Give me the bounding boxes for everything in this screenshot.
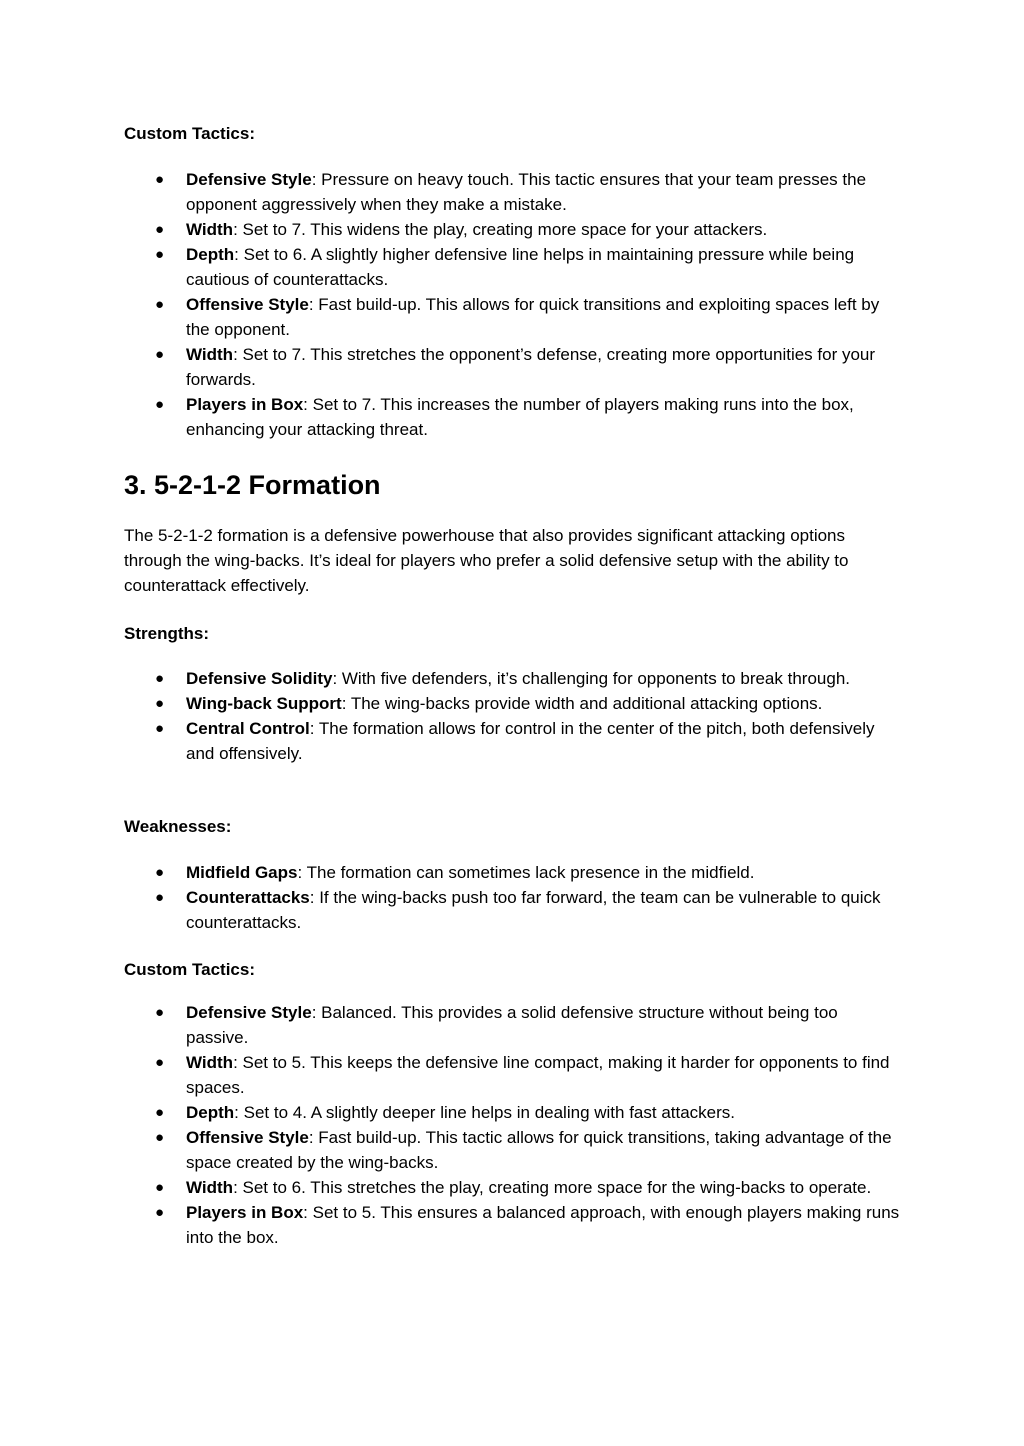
bullet-icon: ● <box>155 246 165 263</box>
bullet-icon: ● <box>155 171 165 188</box>
item-term: Players in Box <box>186 395 304 414</box>
list-item <box>124 1125 904 1175</box>
bullet-icon: ● <box>155 720 165 737</box>
bullet-icon: ● <box>155 864 165 881</box>
item-text: : Set to 6. A slightly higher defensive line helps in maintaining pressure while being cautious of counterattacks. <box>186 245 855 289</box>
bullet-icon: ● <box>155 296 165 313</box>
weaknesses-list <box>124 860 904 935</box>
item-text: : Pressure on heavy touch. This tactic ensures that your team presses the opponent aggressively when they make a mistake. <box>186 170 867 214</box>
item-term: Width <box>186 345 234 364</box>
item-text: : Set to 5. This keeps the defensive line compact, making it harder for opponents to find spaces. <box>186 1053 890 1097</box>
item-term: Central Control <box>186 719 310 738</box>
strengths-list <box>124 666 904 766</box>
custom-tactics-heading: Custom Tactics: <box>124 960 255 979</box>
item-text: : Fast build-up. This allows for quick transitions and exploiting spaces left by the opponent. <box>186 295 880 339</box>
item-text: : If the wing-backs push too far forward, the team can be vulnerable to quick counterattacks. <box>186 888 881 932</box>
list-item <box>124 860 904 885</box>
list-item <box>124 666 904 691</box>
item-term: Width <box>186 1178 234 1197</box>
bullet-icon: ● <box>155 1204 165 1221</box>
custom-tactics-heading: Custom Tactics: <box>124 124 255 143</box>
strengths-heading: Strengths: <box>124 624 209 643</box>
item-term: Midfield Gaps <box>186 863 298 882</box>
intro-paragraph: The 5-2-1-2 formation is a defensive powerhouse that also provides significant attacking options through the wing-backs. It’s ideal for players who prefer a solid defensive setup with the ability to counterattack effectively. <box>124 526 849 595</box>
bullet-icon: ● <box>155 1004 165 1021</box>
list-item <box>124 342 904 392</box>
item-text: : Fast build-up. This tactic allows for quick transitions, taking advantage of the space created by the wing-backs. <box>186 1128 892 1172</box>
item-text: : With five defenders, it’s challenging for opponents to break through. <box>332 669 850 688</box>
list-item <box>124 1000 904 1050</box>
item-term: Width <box>186 1053 234 1072</box>
list-item <box>124 1100 904 1125</box>
list-item <box>124 217 904 242</box>
list-item <box>124 392 904 442</box>
list-item <box>124 292 904 342</box>
item-term: Players in Box <box>186 1203 304 1222</box>
bullet-icon: ● <box>155 1179 165 1196</box>
bullet-icon: ● <box>155 346 165 363</box>
item-term: Counterattacks <box>186 888 310 907</box>
custom-tactics-list <box>124 167 904 442</box>
list-item <box>124 242 904 292</box>
list-item <box>124 885 904 935</box>
bullet-icon: ● <box>155 1054 165 1071</box>
list-item <box>124 1200 904 1250</box>
item-text: : The wing-backs provide width and additional attacking options. <box>341 694 823 713</box>
item-text: : Set to 7. This increases the number of players making runs into the box, enhancing your attacking threat. <box>186 395 854 439</box>
list-item <box>124 691 904 716</box>
item-term: Defensive Style <box>186 170 312 189</box>
item-term: Defensive Style <box>186 1003 312 1022</box>
bullet-icon: ● <box>155 1129 165 1146</box>
item-text: : Set to 5. This ensures a balanced approach, with enough players making runs into the box. <box>186 1203 900 1247</box>
bullet-icon: ● <box>155 889 165 906</box>
item-term: Offensive Style <box>186 1128 309 1147</box>
item-text: : The formation allows for control in the center of the pitch, both defensively and offensively. <box>186 719 875 763</box>
item-text: : Set to 7. This widens the play, creating more space for your attackers. <box>233 220 768 239</box>
list-item <box>124 716 904 766</box>
item-term: Wing-back Support <box>186 694 342 713</box>
item-term: Defensive Solidity <box>186 669 333 688</box>
item-text: : Set to 4. A slightly deeper line helps in dealing with fast attackers. <box>234 1103 736 1122</box>
item-text: : Set to 7. This stretches the opponent’s defense, creating more opportunities for your forwards. <box>186 345 876 389</box>
list-item <box>124 167 904 217</box>
item-term: Width <box>186 220 234 239</box>
bullet-icon: ● <box>155 670 165 687</box>
list-item <box>124 1050 904 1100</box>
item-text: : Balanced. This provides a solid defensive structure without being too passive. <box>186 1003 838 1047</box>
section-title: 3. 5-2-1-2 Formation <box>124 470 381 500</box>
custom-tactics-list <box>124 1000 904 1250</box>
item-term: Depth <box>186 245 235 264</box>
item-text: : The formation can sometimes lack presence in the midfield. <box>297 863 755 882</box>
weaknesses-heading: Weaknesses: <box>124 817 232 836</box>
list-item <box>124 1175 904 1200</box>
item-text: : Set to 6. This stretches the play, creating more space for the wing-backs to operate. <box>233 1178 872 1197</box>
item-term: Offensive Style <box>186 295 309 314</box>
bullet-icon: ● <box>155 695 165 712</box>
bullet-icon: ● <box>155 396 165 413</box>
bullet-icon: ● <box>155 221 165 238</box>
bullet-icon: ● <box>155 1104 165 1121</box>
item-term: Depth <box>186 1103 235 1122</box>
